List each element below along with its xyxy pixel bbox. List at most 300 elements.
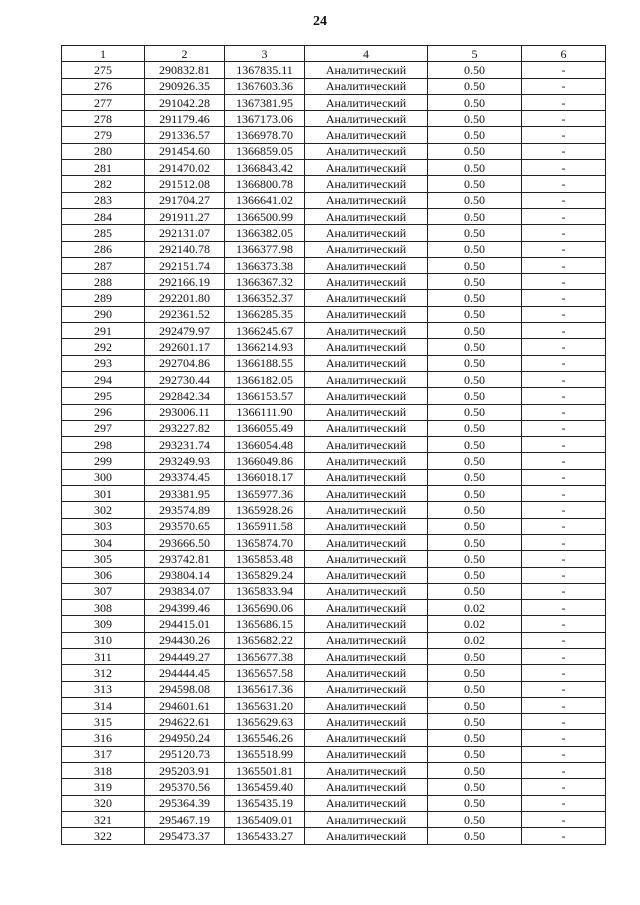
table-row — [62, 323, 606, 339]
table-cell: 0.50 — [428, 665, 522, 681]
table-row — [62, 306, 606, 322]
table-cell: 0.50 — [428, 78, 522, 94]
table-cell: 294950.24 — [145, 730, 225, 746]
table-cell: - — [522, 274, 606, 290]
table-cell: Аналитический — [305, 518, 428, 534]
table-cell: 278 — [62, 111, 145, 127]
column-header: 3 — [225, 46, 305, 62]
table-cell: - — [522, 518, 606, 534]
table-cell: 292842.34 — [145, 388, 225, 404]
table-cell: Аналитический — [305, 600, 428, 616]
table-row — [62, 160, 606, 176]
table-cell: 0.50 — [428, 779, 522, 795]
table-cell: 294449.27 — [145, 648, 225, 664]
table-cell: 1366182.05 — [225, 371, 305, 387]
table-cell: Аналитический — [305, 274, 428, 290]
table-cell: 293374.45 — [145, 469, 225, 485]
table-cell: 295120.73 — [145, 746, 225, 762]
table-cell: 290832.81 — [145, 62, 225, 78]
table-cell: 0.50 — [428, 583, 522, 599]
table-row — [62, 371, 606, 387]
table-cell: 321 — [62, 811, 145, 827]
table-cell: 290926.35 — [145, 78, 225, 94]
table-cell: Аналитический — [305, 502, 428, 518]
table-cell: 0.50 — [428, 746, 522, 762]
table-cell: 1366245.67 — [225, 323, 305, 339]
table-cell: 1365977.36 — [225, 486, 305, 502]
table-cell: 282 — [62, 176, 145, 192]
table-cell: 302 — [62, 502, 145, 518]
table-cell: 296 — [62, 404, 145, 420]
table-cell: 0.50 — [428, 111, 522, 127]
table-cell: 280 — [62, 143, 145, 159]
table-cell: 295467.19 — [145, 811, 225, 827]
table-cell: Аналитический — [305, 290, 428, 306]
table-cell: Аналитический — [305, 111, 428, 127]
table-row — [62, 257, 606, 273]
table-row — [62, 241, 606, 257]
table-row — [62, 355, 606, 371]
table-cell: - — [522, 697, 606, 713]
table-cell: 0.50 — [428, 127, 522, 143]
table-cell: 294601.61 — [145, 697, 225, 713]
table-cell: 1366800.78 — [225, 176, 305, 192]
table-row — [62, 437, 606, 453]
table-cell: 0.50 — [428, 681, 522, 697]
table-cell: Аналитический — [305, 714, 428, 730]
table-cell: 309 — [62, 616, 145, 632]
table-cell: 1365686.15 — [225, 616, 305, 632]
table-cell: 294444.45 — [145, 665, 225, 681]
table-cell: 293231.74 — [145, 437, 225, 453]
table-cell: 291454.60 — [145, 143, 225, 159]
table-cell: 292704.86 — [145, 355, 225, 371]
table-cell: - — [522, 62, 606, 78]
table-cell: 293006.11 — [145, 404, 225, 420]
table-cell: 306 — [62, 567, 145, 583]
table-cell: 1365546.26 — [225, 730, 305, 746]
table-cell: - — [522, 111, 606, 127]
table-cell: Аналитический — [305, 795, 428, 811]
table-cell: Аналитический — [305, 486, 428, 502]
table-cell: 1366111.90 — [225, 404, 305, 420]
table-cell: 0.50 — [428, 567, 522, 583]
table-cell: Аналитический — [305, 62, 428, 78]
table-cell: 1365435.19 — [225, 795, 305, 811]
table-cell: - — [522, 486, 606, 502]
table-cell: 1365409.01 — [225, 811, 305, 827]
table-cell: 279 — [62, 127, 145, 143]
table-cell: 293 — [62, 355, 145, 371]
table-cell: 291470.02 — [145, 160, 225, 176]
column-header: 6 — [522, 46, 606, 62]
table-row — [62, 274, 606, 290]
table-cell: 0.50 — [428, 697, 522, 713]
table-cell: - — [522, 127, 606, 143]
table-cell: 0.50 — [428, 486, 522, 502]
table-cell: - — [522, 388, 606, 404]
table-row — [62, 746, 606, 762]
table-row — [62, 763, 606, 779]
table-cell: Аналитический — [305, 388, 428, 404]
table-row — [62, 714, 606, 730]
table-cell: 294430.26 — [145, 632, 225, 648]
table-cell: 0.50 — [428, 502, 522, 518]
table-cell: 292479.97 — [145, 323, 225, 339]
table-row — [62, 665, 606, 681]
table-row — [62, 795, 606, 811]
table-cell: 1366018.17 — [225, 469, 305, 485]
table-cell: 295203.91 — [145, 763, 225, 779]
table-row — [62, 567, 606, 583]
table-cell: Аналитический — [305, 420, 428, 436]
column-header: 1 — [62, 46, 145, 62]
table-cell: 0.50 — [428, 828, 522, 844]
table-cell: 0.50 — [428, 176, 522, 192]
table-cell: Аналитический — [305, 176, 428, 192]
table-cell: 1365833.94 — [225, 583, 305, 599]
table-cell: 291512.08 — [145, 176, 225, 192]
table-cell: - — [522, 143, 606, 159]
table-cell: 0.50 — [428, 143, 522, 159]
table-row — [62, 648, 606, 664]
table-cell: - — [522, 779, 606, 795]
table-body — [62, 62, 606, 844]
table-cell: 298 — [62, 437, 145, 453]
table-cell: Аналитический — [305, 697, 428, 713]
table-row — [62, 518, 606, 534]
table-cell: 292730.44 — [145, 371, 225, 387]
table-cell: 1365459.40 — [225, 779, 305, 795]
table-cell: 291179.46 — [145, 111, 225, 127]
table-cell: - — [522, 648, 606, 664]
table-cell: Аналитический — [305, 94, 428, 110]
table-cell: 1365433.27 — [225, 828, 305, 844]
table-cell: - — [522, 78, 606, 94]
table-cell: 318 — [62, 763, 145, 779]
table-row — [62, 811, 606, 827]
table-cell: 284 — [62, 208, 145, 224]
table-cell: 291704.27 — [145, 192, 225, 208]
table-cell: 313 — [62, 681, 145, 697]
table-cell: 294 — [62, 371, 145, 387]
table-cell: - — [522, 681, 606, 697]
table-cell: 0.50 — [428, 241, 522, 257]
table-cell: 1366500.99 — [225, 208, 305, 224]
table-cell: 1366188.55 — [225, 355, 305, 371]
table-cell: 0.50 — [428, 371, 522, 387]
table-cell: 292201.80 — [145, 290, 225, 306]
table-cell: 0.50 — [428, 225, 522, 241]
table-cell: 1366377.98 — [225, 241, 305, 257]
table-row — [62, 697, 606, 713]
table-cell: 281 — [62, 160, 145, 176]
table-cell: 0.50 — [428, 388, 522, 404]
table-cell: 291 — [62, 323, 145, 339]
table-row — [62, 583, 606, 599]
table-cell: 1366214.93 — [225, 339, 305, 355]
table-cell: Аналитический — [305, 551, 428, 567]
table-cell: - — [522, 811, 606, 827]
table-cell: - — [522, 339, 606, 355]
table-cell: - — [522, 404, 606, 420]
table-cell: 287 — [62, 257, 145, 273]
table-cell: Аналитический — [305, 730, 428, 746]
table-row — [62, 551, 606, 567]
table-cell: 1365617.36 — [225, 681, 305, 697]
table-cell: 295473.37 — [145, 828, 225, 844]
coordinates-table — [61, 45, 606, 845]
table-cell: 292151.74 — [145, 257, 225, 273]
table-cell: 0.02 — [428, 616, 522, 632]
table-cell: 1365682.22 — [225, 632, 305, 648]
table-cell: 293804.14 — [145, 567, 225, 583]
table-cell: Аналитический — [305, 78, 428, 94]
table-cell: 0.50 — [428, 62, 522, 78]
table-cell: 0.50 — [428, 290, 522, 306]
table-cell: 292601.17 — [145, 339, 225, 355]
table-cell: 310 — [62, 632, 145, 648]
table-cell: 289 — [62, 290, 145, 306]
table-cell: 0.50 — [428, 339, 522, 355]
table-row — [62, 78, 606, 94]
table-row — [62, 290, 606, 306]
table-cell: 314 — [62, 697, 145, 713]
table-cell: Аналитический — [305, 648, 428, 664]
table-cell: 0.50 — [428, 534, 522, 550]
table-cell: - — [522, 600, 606, 616]
table-cell: 292361.52 — [145, 306, 225, 322]
table-cell: 303 — [62, 518, 145, 534]
table-cell: 1365911.58 — [225, 518, 305, 534]
table-cell: 1366978.70 — [225, 127, 305, 143]
table-cell: Аналитический — [305, 665, 428, 681]
table-cell: Аналитический — [305, 437, 428, 453]
table-cell: 0.50 — [428, 306, 522, 322]
table-cell: 1365631.20 — [225, 697, 305, 713]
table-cell: Аналитический — [305, 257, 428, 273]
table-cell: Аналитический — [305, 225, 428, 241]
table-cell: Аналитический — [305, 143, 428, 159]
table-cell: Аналитический — [305, 779, 428, 795]
table-row — [62, 469, 606, 485]
table-cell: 1365518.99 — [225, 746, 305, 762]
table-cell: 288 — [62, 274, 145, 290]
table-cell: 275 — [62, 62, 145, 78]
table-cell: - — [522, 616, 606, 632]
table-cell: 0.02 — [428, 600, 522, 616]
table-cell: Аналитический — [305, 583, 428, 599]
table-cell: - — [522, 355, 606, 371]
table-cell: 295370.56 — [145, 779, 225, 795]
table-cell: - — [522, 746, 606, 762]
table-cell: 1366367.32 — [225, 274, 305, 290]
table-cell: - — [522, 160, 606, 176]
table-row — [62, 176, 606, 192]
table-cell: 293574.89 — [145, 502, 225, 518]
table-row — [62, 404, 606, 420]
table-row — [62, 339, 606, 355]
table-cell: 304 — [62, 534, 145, 550]
table-cell: Аналитический — [305, 355, 428, 371]
table-cell: 291042.28 — [145, 94, 225, 110]
table-cell: 293381.95 — [145, 486, 225, 502]
table-cell: Аналитический — [305, 208, 428, 224]
table-cell: - — [522, 241, 606, 257]
table-cell: Аналитический — [305, 746, 428, 762]
table-cell: 292 — [62, 339, 145, 355]
table-cell: - — [522, 176, 606, 192]
table-cell: Аналитический — [305, 534, 428, 550]
table-cell: 1365501.81 — [225, 763, 305, 779]
table-row — [62, 779, 606, 795]
table-cell: 322 — [62, 828, 145, 844]
table-cell: 307 — [62, 583, 145, 599]
table-cell: - — [522, 323, 606, 339]
page-number: 24 — [313, 14, 327, 29]
table-cell: Аналитический — [305, 306, 428, 322]
table-cell: - — [522, 225, 606, 241]
table-cell: 295 — [62, 388, 145, 404]
table-cell: 0.50 — [428, 453, 522, 469]
table-cell: 1366859.05 — [225, 143, 305, 159]
table-cell: 291911.27 — [145, 208, 225, 224]
table-cell: 1365677.38 — [225, 648, 305, 664]
table-cell: 0.50 — [428, 355, 522, 371]
column-header: 2 — [145, 46, 225, 62]
table-cell: Аналитический — [305, 632, 428, 648]
table-cell: 293834.07 — [145, 583, 225, 599]
table-cell: - — [522, 795, 606, 811]
table-cell: Аналитический — [305, 404, 428, 420]
table-cell: Аналитический — [305, 453, 428, 469]
table-cell: Аналитический — [305, 469, 428, 485]
table-row — [62, 94, 606, 110]
table-cell: - — [522, 665, 606, 681]
table-cell: 295364.39 — [145, 795, 225, 811]
table-cell: - — [522, 730, 606, 746]
table-cell: Аналитический — [305, 616, 428, 632]
table-cell: - — [522, 567, 606, 583]
table-cell: 0.50 — [428, 469, 522, 485]
table-cell: 293570.65 — [145, 518, 225, 534]
table-cell: - — [522, 534, 606, 550]
table-row — [62, 127, 606, 143]
table-cell: - — [522, 208, 606, 224]
table-cell: - — [522, 257, 606, 273]
table-cell: 294622.61 — [145, 714, 225, 730]
table-cell: 0.50 — [428, 551, 522, 567]
table-cell: 305 — [62, 551, 145, 567]
table-cell: 294399.46 — [145, 600, 225, 616]
table-cell: 0.50 — [428, 795, 522, 811]
table-cell: 292166.19 — [145, 274, 225, 290]
table-cell: Аналитический — [305, 192, 428, 208]
table-cell: 286 — [62, 241, 145, 257]
table-cell: 1365629.63 — [225, 714, 305, 730]
table-cell: Аналитический — [305, 160, 428, 176]
table-row — [62, 616, 606, 632]
table-row — [62, 600, 606, 616]
table-row — [62, 453, 606, 469]
table-cell: 0.50 — [428, 192, 522, 208]
table-cell: 300 — [62, 469, 145, 485]
table-row — [62, 62, 606, 78]
table-cell: 0.50 — [428, 404, 522, 420]
table-cell: 0.50 — [428, 323, 522, 339]
table-cell: - — [522, 94, 606, 110]
table-row — [62, 730, 606, 746]
table-cell: Аналитический — [305, 339, 428, 355]
table-cell: 1365874.70 — [225, 534, 305, 550]
table-cell: 301 — [62, 486, 145, 502]
table-cell: - — [522, 420, 606, 436]
table-cell: 0.50 — [428, 730, 522, 746]
table-cell: 1365853.48 — [225, 551, 305, 567]
table-cell: Аналитический — [305, 763, 428, 779]
table-cell: 293742.81 — [145, 551, 225, 567]
table-cell: - — [522, 306, 606, 322]
table-cell: Аналитический — [305, 371, 428, 387]
table-cell: 319 — [62, 779, 145, 795]
table-cell: 1366049.86 — [225, 453, 305, 469]
table-cell: 308 — [62, 600, 145, 616]
table-cell: Аналитический — [305, 828, 428, 844]
table-cell: 1365928.26 — [225, 502, 305, 518]
table-cell: 0.50 — [428, 208, 522, 224]
table-cell: 0.50 — [428, 160, 522, 176]
table-cell: 0.02 — [428, 632, 522, 648]
table-cell: - — [522, 469, 606, 485]
table-cell: 1367381.95 — [225, 94, 305, 110]
table-cell: 299 — [62, 453, 145, 469]
table-cell: 285 — [62, 225, 145, 241]
column-header: 4 — [305, 46, 428, 62]
table-cell: 317 — [62, 746, 145, 762]
table-cell: - — [522, 763, 606, 779]
table-cell: 315 — [62, 714, 145, 730]
table-cell: 294415.01 — [145, 616, 225, 632]
table-cell: 1366153.57 — [225, 388, 305, 404]
table-row — [62, 632, 606, 648]
table-row — [62, 681, 606, 697]
table-row — [62, 388, 606, 404]
table-cell: - — [522, 437, 606, 453]
table-cell: 290 — [62, 306, 145, 322]
table-cell: 1365690.06 — [225, 600, 305, 616]
table-header-row — [62, 46, 606, 62]
table-cell: 316 — [62, 730, 145, 746]
table-cell: - — [522, 714, 606, 730]
table-cell: 311 — [62, 648, 145, 664]
table-row — [62, 208, 606, 224]
table-cell: 1366641.02 — [225, 192, 305, 208]
table-cell: 0.50 — [428, 420, 522, 436]
table-row — [62, 111, 606, 127]
table-cell: 320 — [62, 795, 145, 811]
table-cell: 0.50 — [428, 714, 522, 730]
table-cell: - — [522, 192, 606, 208]
table-cell: 1365657.58 — [225, 665, 305, 681]
table-cell: - — [522, 828, 606, 844]
table-row — [62, 420, 606, 436]
table-cell: - — [522, 502, 606, 518]
table-cell: 1367835.11 — [225, 62, 305, 78]
table-cell: 1366054.48 — [225, 437, 305, 453]
table-row — [62, 486, 606, 502]
table-row — [62, 828, 606, 844]
table-cell: - — [522, 632, 606, 648]
